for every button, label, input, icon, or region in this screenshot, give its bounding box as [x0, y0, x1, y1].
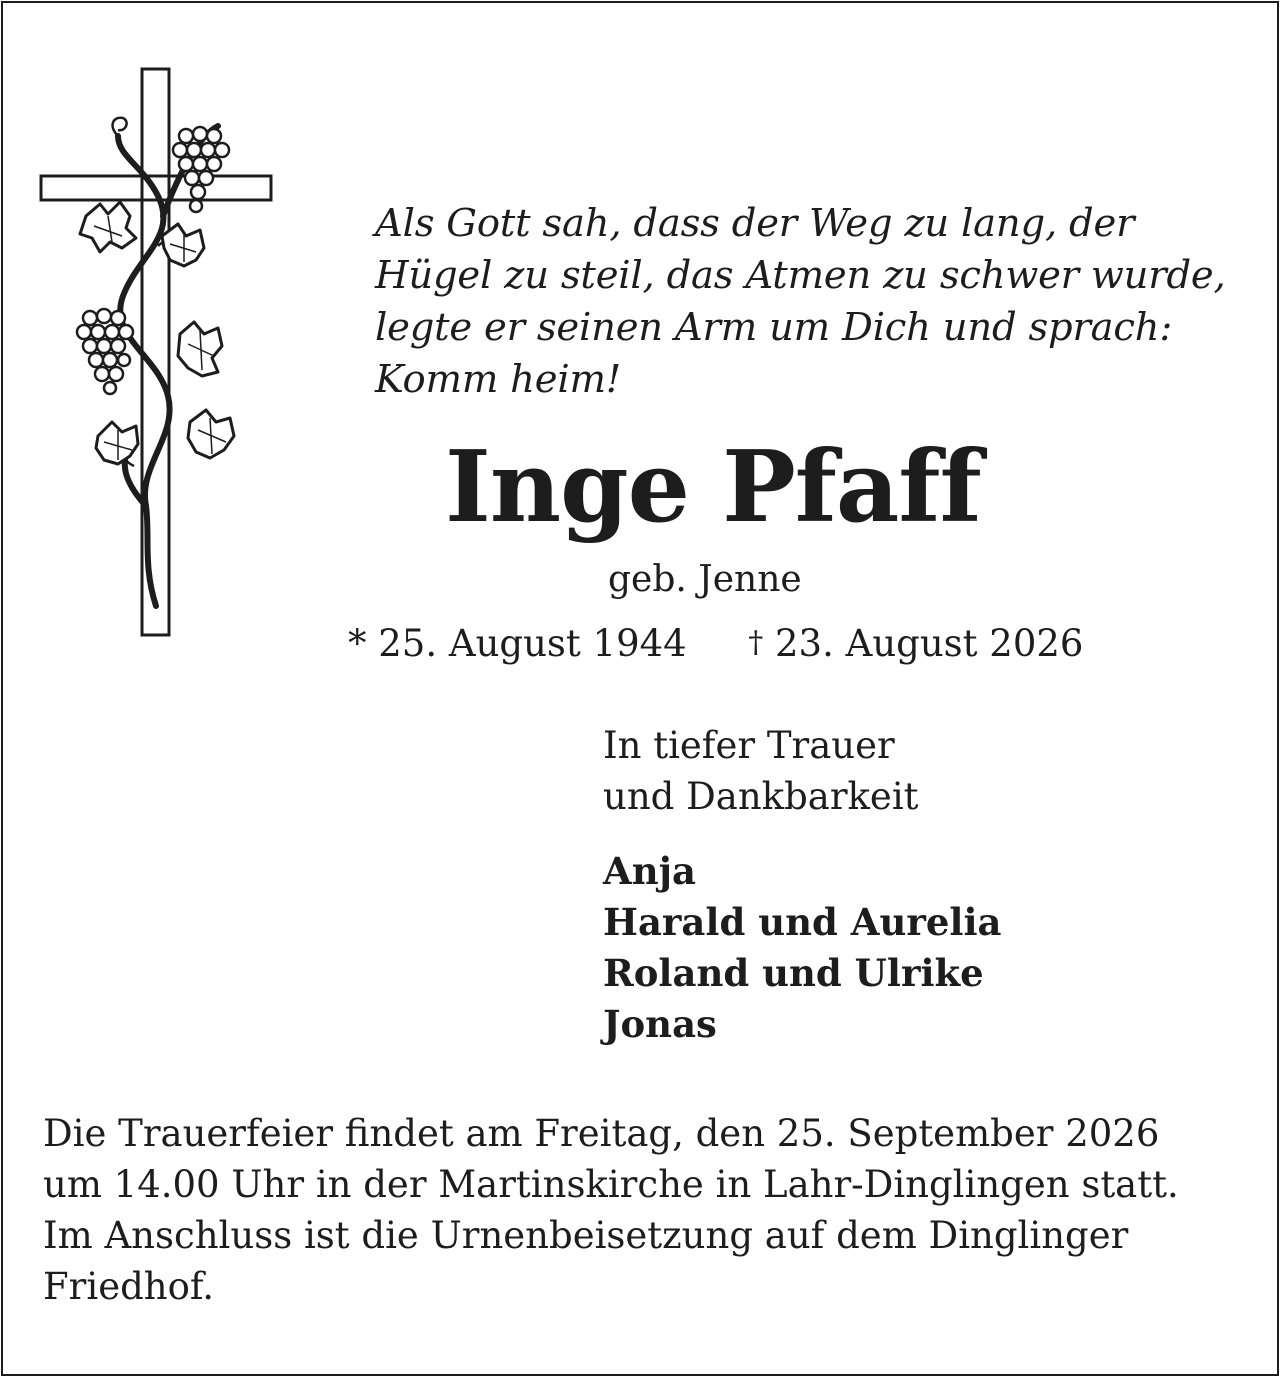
poem-line: Komm heim!: [375, 357, 622, 402]
mourner-name: Anja: [603, 849, 696, 893]
funeral-line: Die Trauerfeier findet am Freitag, den 25. September 2026: [43, 1112, 1160, 1155]
funeral-notice: [43, 1108, 1253, 1312]
mourning-text: [603, 720, 919, 822]
death-symbol: †: [748, 625, 764, 660]
poem-line: Hügel zu steil, das Atmen zu schwer wurde,: [375, 253, 1226, 298]
mourner-name: Jonas: [603, 1002, 717, 1046]
poem: [375, 198, 1255, 406]
mourners-list: [603, 846, 1002, 1050]
life-dates: [348, 618, 1083, 669]
mourning-line: und Dankbarkeit: [603, 775, 919, 818]
funeral-line: um 14.00 Uhr in der Martinskirche in Lahr-Dinglingen statt.: [43, 1163, 1179, 1206]
birth-symbol: *: [348, 622, 367, 665]
poem-line: Als Gott sah, dass der Weg zu lang, der: [375, 201, 1135, 246]
mourner-name: Roland und Ulrike: [603, 951, 984, 995]
birth-date: 25. August 1944: [378, 622, 687, 665]
death-date: 23. August 2026: [775, 622, 1084, 665]
mourning-line: In tiefer Trauer: [603, 724, 895, 767]
birth-name: geb. Jenne: [608, 559, 802, 600]
deceased-name: Inge Pfaff: [445, 430, 981, 545]
funeral-line: Friedhof.: [43, 1265, 215, 1308]
funeral-line: Im Anschluss ist die Urnenbeisetzung auf dem Dinglinger: [43, 1214, 1129, 1257]
poem-line: legte er seinen Arm um Dich und sprach:: [375, 305, 1173, 350]
cross-with-grapevine-icon: [38, 66, 278, 641]
mourner-name: Harald und Aurelia: [603, 900, 1002, 944]
